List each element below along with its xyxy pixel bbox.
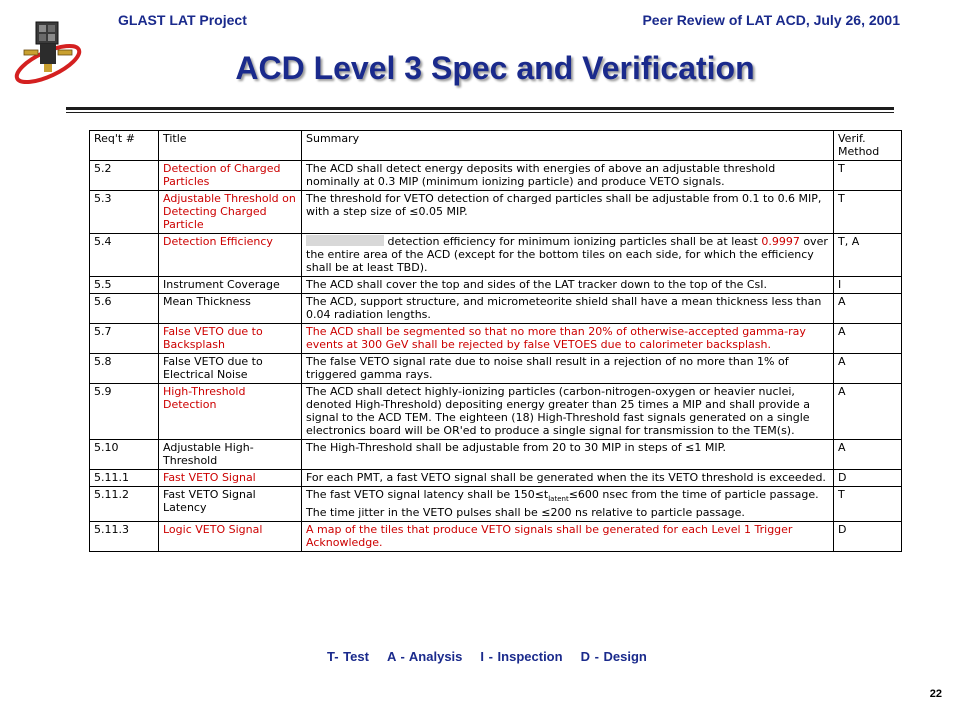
verif-method: T, A (834, 234, 902, 277)
req-title: Adjustable High-Threshold (159, 440, 302, 470)
table-header-row (90, 131, 902, 161)
table-row (90, 522, 902, 552)
req-summary: The ACD shall detect energy deposits with energies of above an adjustable threshold nominally at 0.3 MIP (minimum ionizing particle) and produce VETO signals. (302, 161, 834, 191)
verif-method: A (834, 440, 902, 470)
table-row (90, 470, 902, 487)
column-header-req: Req't # (90, 131, 159, 161)
req-number: 5.11.3 (90, 522, 159, 552)
req-title: Logic VETO Signal (159, 522, 302, 552)
summary-part-c: over the entire area of the ACD (except for the bottom tiles on each side, for which the efficiency shall be at least TBD). (306, 235, 828, 274)
column-header-summary: Summary (302, 131, 834, 161)
req-summary: A map of the tiles that produce VETO signals shall be generated for each Level 1 Trigger Acknowledge. (302, 522, 834, 552)
req-summary: The ACD shall cover the top and sides of the LAT tracker down to the top of the CsI. (302, 277, 834, 294)
req-title: Mean Thickness (159, 294, 302, 324)
project-name: GLAST LAT Project (118, 12, 247, 28)
req-title: Fast VETO Signal Latency (159, 487, 302, 522)
table-row (90, 440, 902, 470)
req-summary: The ACD, support structure, and micrometeorite shield shall have a mean thickness less than 0.04 radiation lengths. (302, 294, 834, 324)
table-row (90, 277, 902, 294)
title-divider-thin (66, 112, 894, 113)
req-title: False VETO due to Electrical Noise (159, 354, 302, 384)
page-number: 22 (929, 688, 942, 700)
verif-method: I (834, 277, 902, 294)
review-name: Peer Review of LAT ACD, July 26, 2001 (642, 12, 900, 28)
highlight-block (306, 235, 384, 246)
req-summary: The ACD shall detect highly-ionizing particles (carbon-nitrogen-oxygen or heavier nuclei, denoted High-Threshold) depositing energy greater than 25 times a MIP and shall provide a signal to the ACD TEM. The eighteen (18) High-Threshold fast signals generated on a single electronics board will be OR'ed to produce a single signal for transmission to the TEM(s). (302, 384, 834, 440)
req-number: 5.2 (90, 161, 159, 191)
latency-subscript: latent (548, 495, 569, 504)
req-title: Detection of Charged Particles (159, 161, 302, 191)
verif-method: T (834, 191, 902, 234)
verif-method: A (834, 294, 902, 324)
summary-part-a: The fast VETO signal latency shall be 150≤t (306, 488, 549, 501)
req-title: Instrument Coverage (159, 277, 302, 294)
legend-analysis: A - Analysis (386, 649, 463, 664)
title-divider (66, 107, 894, 110)
verif-method: T (834, 161, 902, 191)
verif-method: A (834, 354, 902, 384)
table-row (90, 294, 902, 324)
legend-design: D - Design (580, 649, 647, 664)
req-number: 5.4 (90, 234, 159, 277)
req-number: 5.11.1 (90, 470, 159, 487)
verif-method: A (834, 324, 902, 354)
req-number: 5.11.2 (90, 487, 159, 522)
req-summary (302, 234, 834, 277)
req-number: 5.10 (90, 440, 159, 470)
legend-test: T- Test (327, 649, 369, 664)
verif-method: T (834, 487, 902, 522)
table-row (90, 234, 902, 277)
req-summary: The threshold for VETO detection of charged particles shall be adjustable from 0.1 to 0.6 MIP, with a step size of ≤0.05 MIP. (302, 191, 834, 234)
table-row (90, 324, 902, 354)
verif-method: D (834, 470, 902, 487)
column-header-title: Title (159, 131, 302, 161)
table-row (90, 354, 902, 384)
req-title: Fast VETO Signal (159, 470, 302, 487)
table-row (90, 384, 902, 440)
req-number: 5.8 (90, 354, 159, 384)
table-row (90, 487, 902, 522)
summary-part-c: ≤600 nsec from the time of particle passage. The time jitter in the VETO pulses shall be ≤200 ns relative to particle passage. (306, 488, 819, 520)
req-summary (302, 487, 834, 522)
summary-part-value: 0.9997 (761, 235, 800, 248)
req-title: Detection Efficiency (159, 234, 302, 277)
verif-method: D (834, 522, 902, 552)
column-header-method: Verif. Method (834, 131, 902, 161)
spec-table (89, 130, 902, 552)
summary-part-a: detection efficiency for minimum ionizing particles shall be at least (387, 235, 762, 248)
table-row (90, 161, 902, 191)
req-title: Adjustable Threshold on Detecting Charged Particle (159, 191, 302, 234)
req-number: 5.6 (90, 294, 159, 324)
req-number: 5.5 (90, 277, 159, 294)
page-title: ACD Level 3 Spec and Verification (235, 50, 755, 86)
legend-inspection: I - Inspection (480, 649, 563, 664)
req-number: 5.3 (90, 191, 159, 234)
req-summary: For each PMT, a fast VETO signal shall be generated when the its VETO threshold is exceeded. (302, 470, 834, 487)
req-title: False VETO due to Backsplash (159, 324, 302, 354)
req-title: High-Threshold Detection (159, 384, 302, 440)
verification-legend (327, 649, 665, 664)
req-summary: The High-Threshold shall be adjustable from 20 to 30 MIP in steps of ≤1 MIP. (302, 440, 834, 470)
req-number: 5.7 (90, 324, 159, 354)
table-row (90, 191, 902, 234)
req-summary: The false VETO signal rate due to noise shall result in a rejection of no more than 1% of triggered gamma rays. (302, 354, 834, 384)
req-summary: The ACD shall be segmented so that no more than 20% of otherwise-accepted gamma-ray events at 300 GeV shall be rejected by false VETOES due to calorimeter backsplash. (302, 324, 834, 354)
verif-method: A (834, 384, 902, 440)
req-number: 5.9 (90, 384, 159, 440)
